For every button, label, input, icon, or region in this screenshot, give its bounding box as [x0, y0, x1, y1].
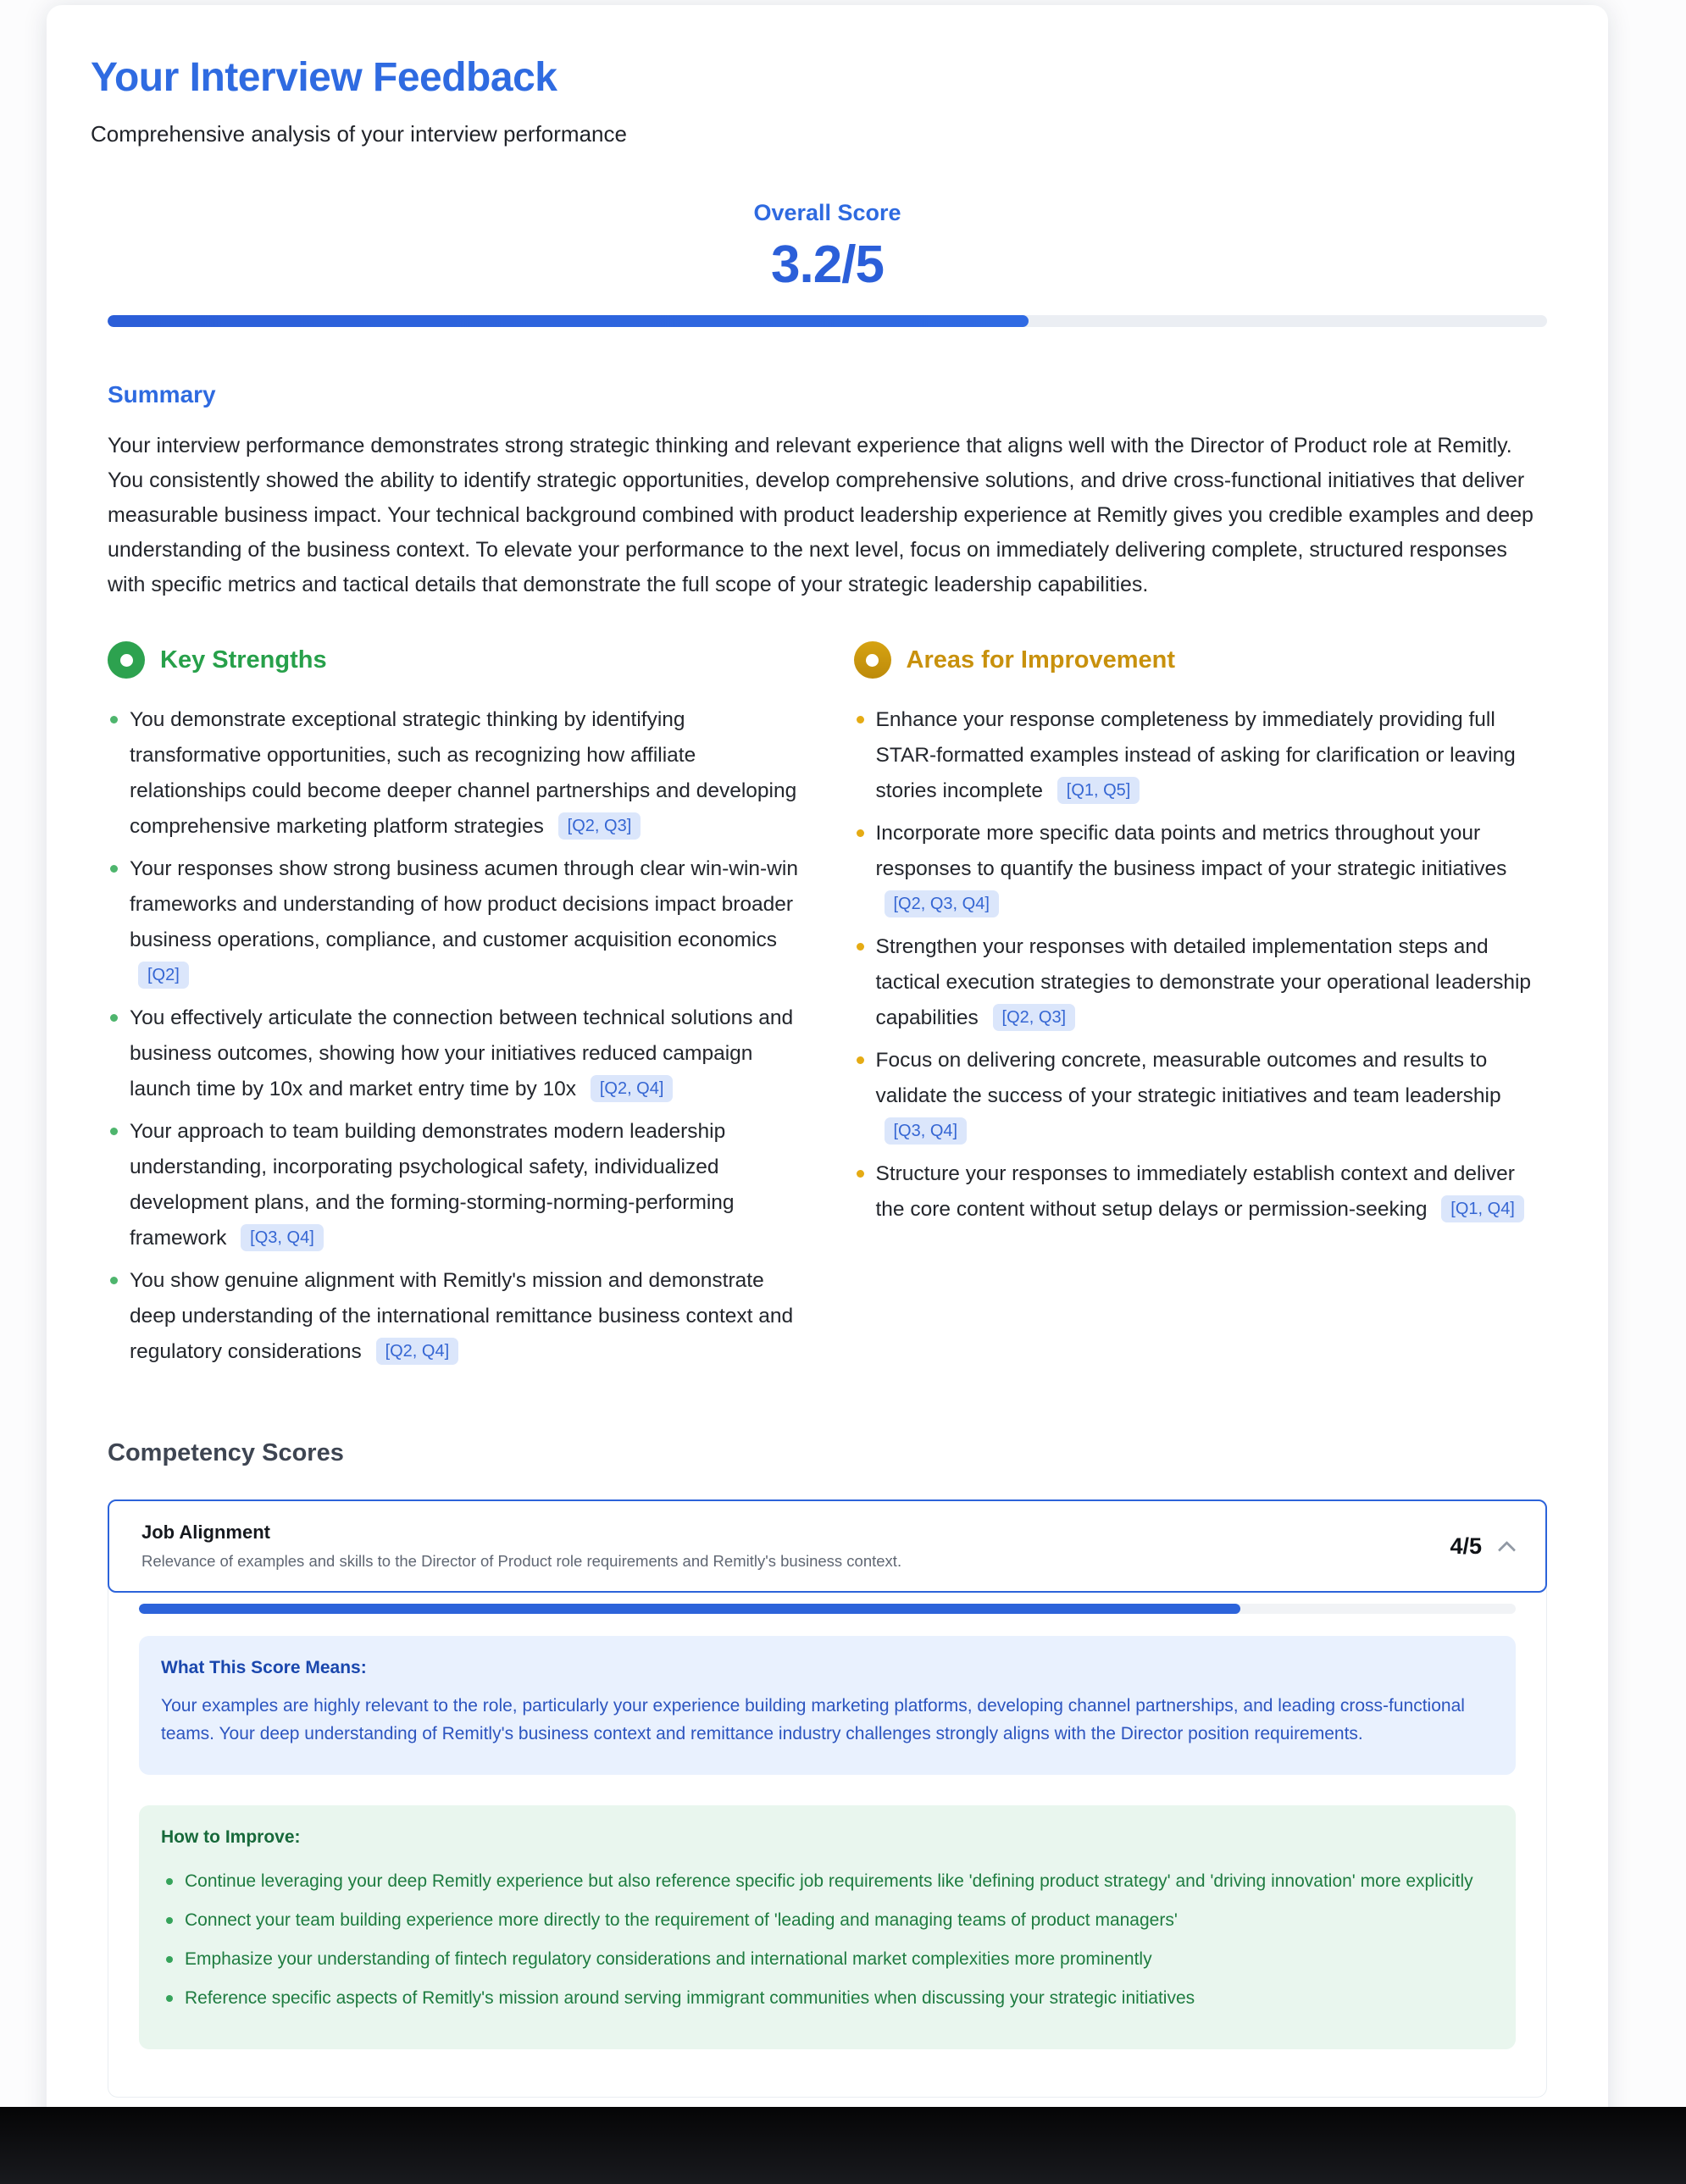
score-meaning-box: [139, 1636, 1516, 1775]
score-meaning-heading: What This Score Means:: [161, 1658, 367, 1677]
overall-score-label: Overall Score: [753, 200, 901, 225]
summary-heading: Summary: [108, 381, 216, 407]
summary-text: Your interview performance demonstrates strong strategic thinking and relevant experience that aligns well with the Director of Product role at Remitly. You consistently showed the ability to identify strategic opportunities, develop comprehensive solutions, and drive cross-functional initiatives that deliver measurable business impact. Your technical background combined with product leadership experience at Remitly gives you credible examples and deep understanding of the business context. To elevate your performance to the next level, focus on immediately delivering complete, structured responses with specific metrics and tactical details that demonstrate the full scope of your strategic leadership capabilities.: [108, 434, 1533, 596]
overall-score-section: [108, 200, 1547, 327]
strength-item: [108, 1114, 801, 1256]
improve-tip-item: Emphasize your understanding of fintech regulatory considerations and international market complexities more prominently: [161, 1946, 1494, 1973]
bottom-dark-bar: [0, 2107, 1686, 2184]
job-alignment-score-area: [1424, 1533, 1513, 1560]
improve-tip-item: Continue leveraging your deep Remitly experience but also reference specific job requirements like 'defining product strategy' and 'driving innovation' more explicitly: [161, 1868, 1494, 1895]
strength-text: Your responses show strong business acumen through clear win-win-win frameworks and understanding of how product decisions impact broader business operations, compliance, and customer acquisition economics: [130, 857, 798, 951]
improvement-item: [854, 1156, 1548, 1228]
improvement-item: [854, 816, 1548, 923]
strength-item: [108, 702, 801, 845]
page-subtitle: Comprehensive analysis of your interview performance: [91, 121, 627, 147]
strength-item: [108, 851, 801, 994]
question-ref-chip[interactable]: [Q2]: [138, 962, 189, 989]
how-to-improve-box: [139, 1805, 1516, 2049]
competency-scores-heading: Competency Scores: [108, 1439, 344, 1466]
job-alignment-progressbar: [139, 1604, 1516, 1614]
question-ref-chip[interactable]: [Q2, Q3, Q4]: [885, 890, 999, 917]
improvement-item: [854, 702, 1548, 809]
overall-score-progress-fill: [108, 315, 1029, 327]
page-title: Your Interview Feedback: [91, 55, 557, 100]
strength-text: You show genuine alignment with Remitly's mission and demonstrate deep understanding of the international remittance business context and regulatory considerations: [130, 1269, 794, 1363]
key-strengths-list: [108, 702, 801, 1370]
improvement-item: [854, 929, 1548, 1036]
strength-text: You demonstrate exceptional strategic thinking by identifying transformative opportunities, such as recognizing how affiliate relationships could become deeper channel partnerships and developing comprehensive marketing platform strategies: [130, 708, 797, 838]
job-alignment-title: Job Alignment: [141, 1522, 270, 1543]
job-alignment-info: [141, 1522, 901, 1571]
strength-text: You effectively articulate the connection between technical solutions and business outcomes, showing how your initiatives reduced campaign launch time by 10x and market entry time by 10x: [130, 1006, 794, 1100]
areas-improvement-header: [854, 641, 1548, 679]
summary-section: [108, 381, 1547, 602]
page-header: [47, 5, 1608, 147]
target-icon: [854, 641, 891, 679]
areas-improvement-heading: Areas for Improvement: [906, 646, 1175, 673]
overall-score-value: 3.2/5: [771, 236, 884, 294]
question-ref-chip[interactable]: [Q3, Q4]: [241, 1224, 324, 1251]
job-alignment-card[interactable]: [108, 1499, 1547, 1593]
areas-improvement-column: [854, 641, 1548, 1234]
job-alignment-score: 4/5: [1450, 1533, 1482, 1559]
how-to-improve-list: [161, 1868, 1494, 2012]
score-meaning-text: Your examples are highly relevant to the role, particularly your experience building marketing platforms, developing channel partnerships, and leading cross-functional teams. Your deep understanding of Remitly's business context and remittance industry challenges strongly aligns with the Director position requirements.: [161, 1696, 1465, 1743]
target-icon: [108, 641, 145, 679]
competency-scores-section: [108, 1439, 1547, 2098]
job-alignment-description: Relevance of examples and skills to the Director of Product role requirements and Remitly's business context.: [141, 1552, 902, 1570]
areas-improvement-list: [854, 702, 1548, 1228]
strengths-improvements-columns: [108, 641, 1547, 1377]
question-ref-chip[interactable]: [Q3, Q4]: [885, 1117, 968, 1145]
improvement-text: Focus on delivering concrete, measurable outcomes and results to validate the success of your strategic initiatives and team leadership: [875, 1049, 1501, 1107]
strength-item: [108, 1263, 801, 1370]
feedback-card: [47, 5, 1608, 2179]
overall-score-progressbar: [108, 315, 1547, 327]
strength-text: Your approach to team building demonstrates modern leadership understanding, incorporating psychological safety, individualized development plans, and the forming-storming-norming-performing framework: [130, 1120, 735, 1250]
how-to-improve-heading: How to Improve:: [161, 1827, 301, 1847]
key-strengths-column: [108, 641, 801, 1377]
key-strengths-header: [108, 641, 801, 679]
improvement-text: Structure your responses to immediately establish context and deliver the core content without setup delays or permission-seeking: [875, 1162, 1515, 1221]
improve-tip-item: Reference specific aspects of Remitly's mission around serving immigrant communities when discussing your strategic initiatives: [161, 1985, 1494, 2012]
job-alignment-details: [108, 1592, 1546, 2097]
improve-tip-item: Connect your team building experience more directly to the requirement of 'leading and managing teams of product managers': [161, 1907, 1494, 1934]
question-ref-chip[interactable]: [Q1, Q5]: [1057, 777, 1140, 804]
question-ref-chip[interactable]: [Q1, Q4]: [1441, 1195, 1524, 1222]
chevron-up-icon[interactable]: [1498, 1540, 1516, 1558]
strength-item: [108, 1001, 801, 1107]
question-ref-chip[interactable]: [Q2, Q4]: [376, 1338, 459, 1365]
improvement-text: Enhance your response completeness by immediately providing full STAR-formatted examples instead of asking for clarification or leaving stories incomplete: [875, 708, 1516, 802]
improvement-text: Strengthen your responses with detailed implementation steps and tactical execution strategies to demonstrate your operational leadership capabilities: [875, 935, 1532, 1029]
job-alignment-panel: [108, 1499, 1547, 2098]
key-strengths-heading: Key Strengths: [160, 646, 327, 673]
improvement-item: [854, 1043, 1548, 1150]
question-ref-chip[interactable]: [Q2, Q3]: [993, 1004, 1076, 1031]
job-alignment-progress-fill: [139, 1604, 1240, 1614]
question-ref-chip[interactable]: [Q2, Q4]: [591, 1075, 674, 1102]
question-ref-chip[interactable]: [Q2, Q3]: [558, 812, 641, 840]
improvement-text: Incorporate more specific data points and metrics throughout your responses to quantify the business impact of your strategic initiatives: [875, 822, 1507, 880]
